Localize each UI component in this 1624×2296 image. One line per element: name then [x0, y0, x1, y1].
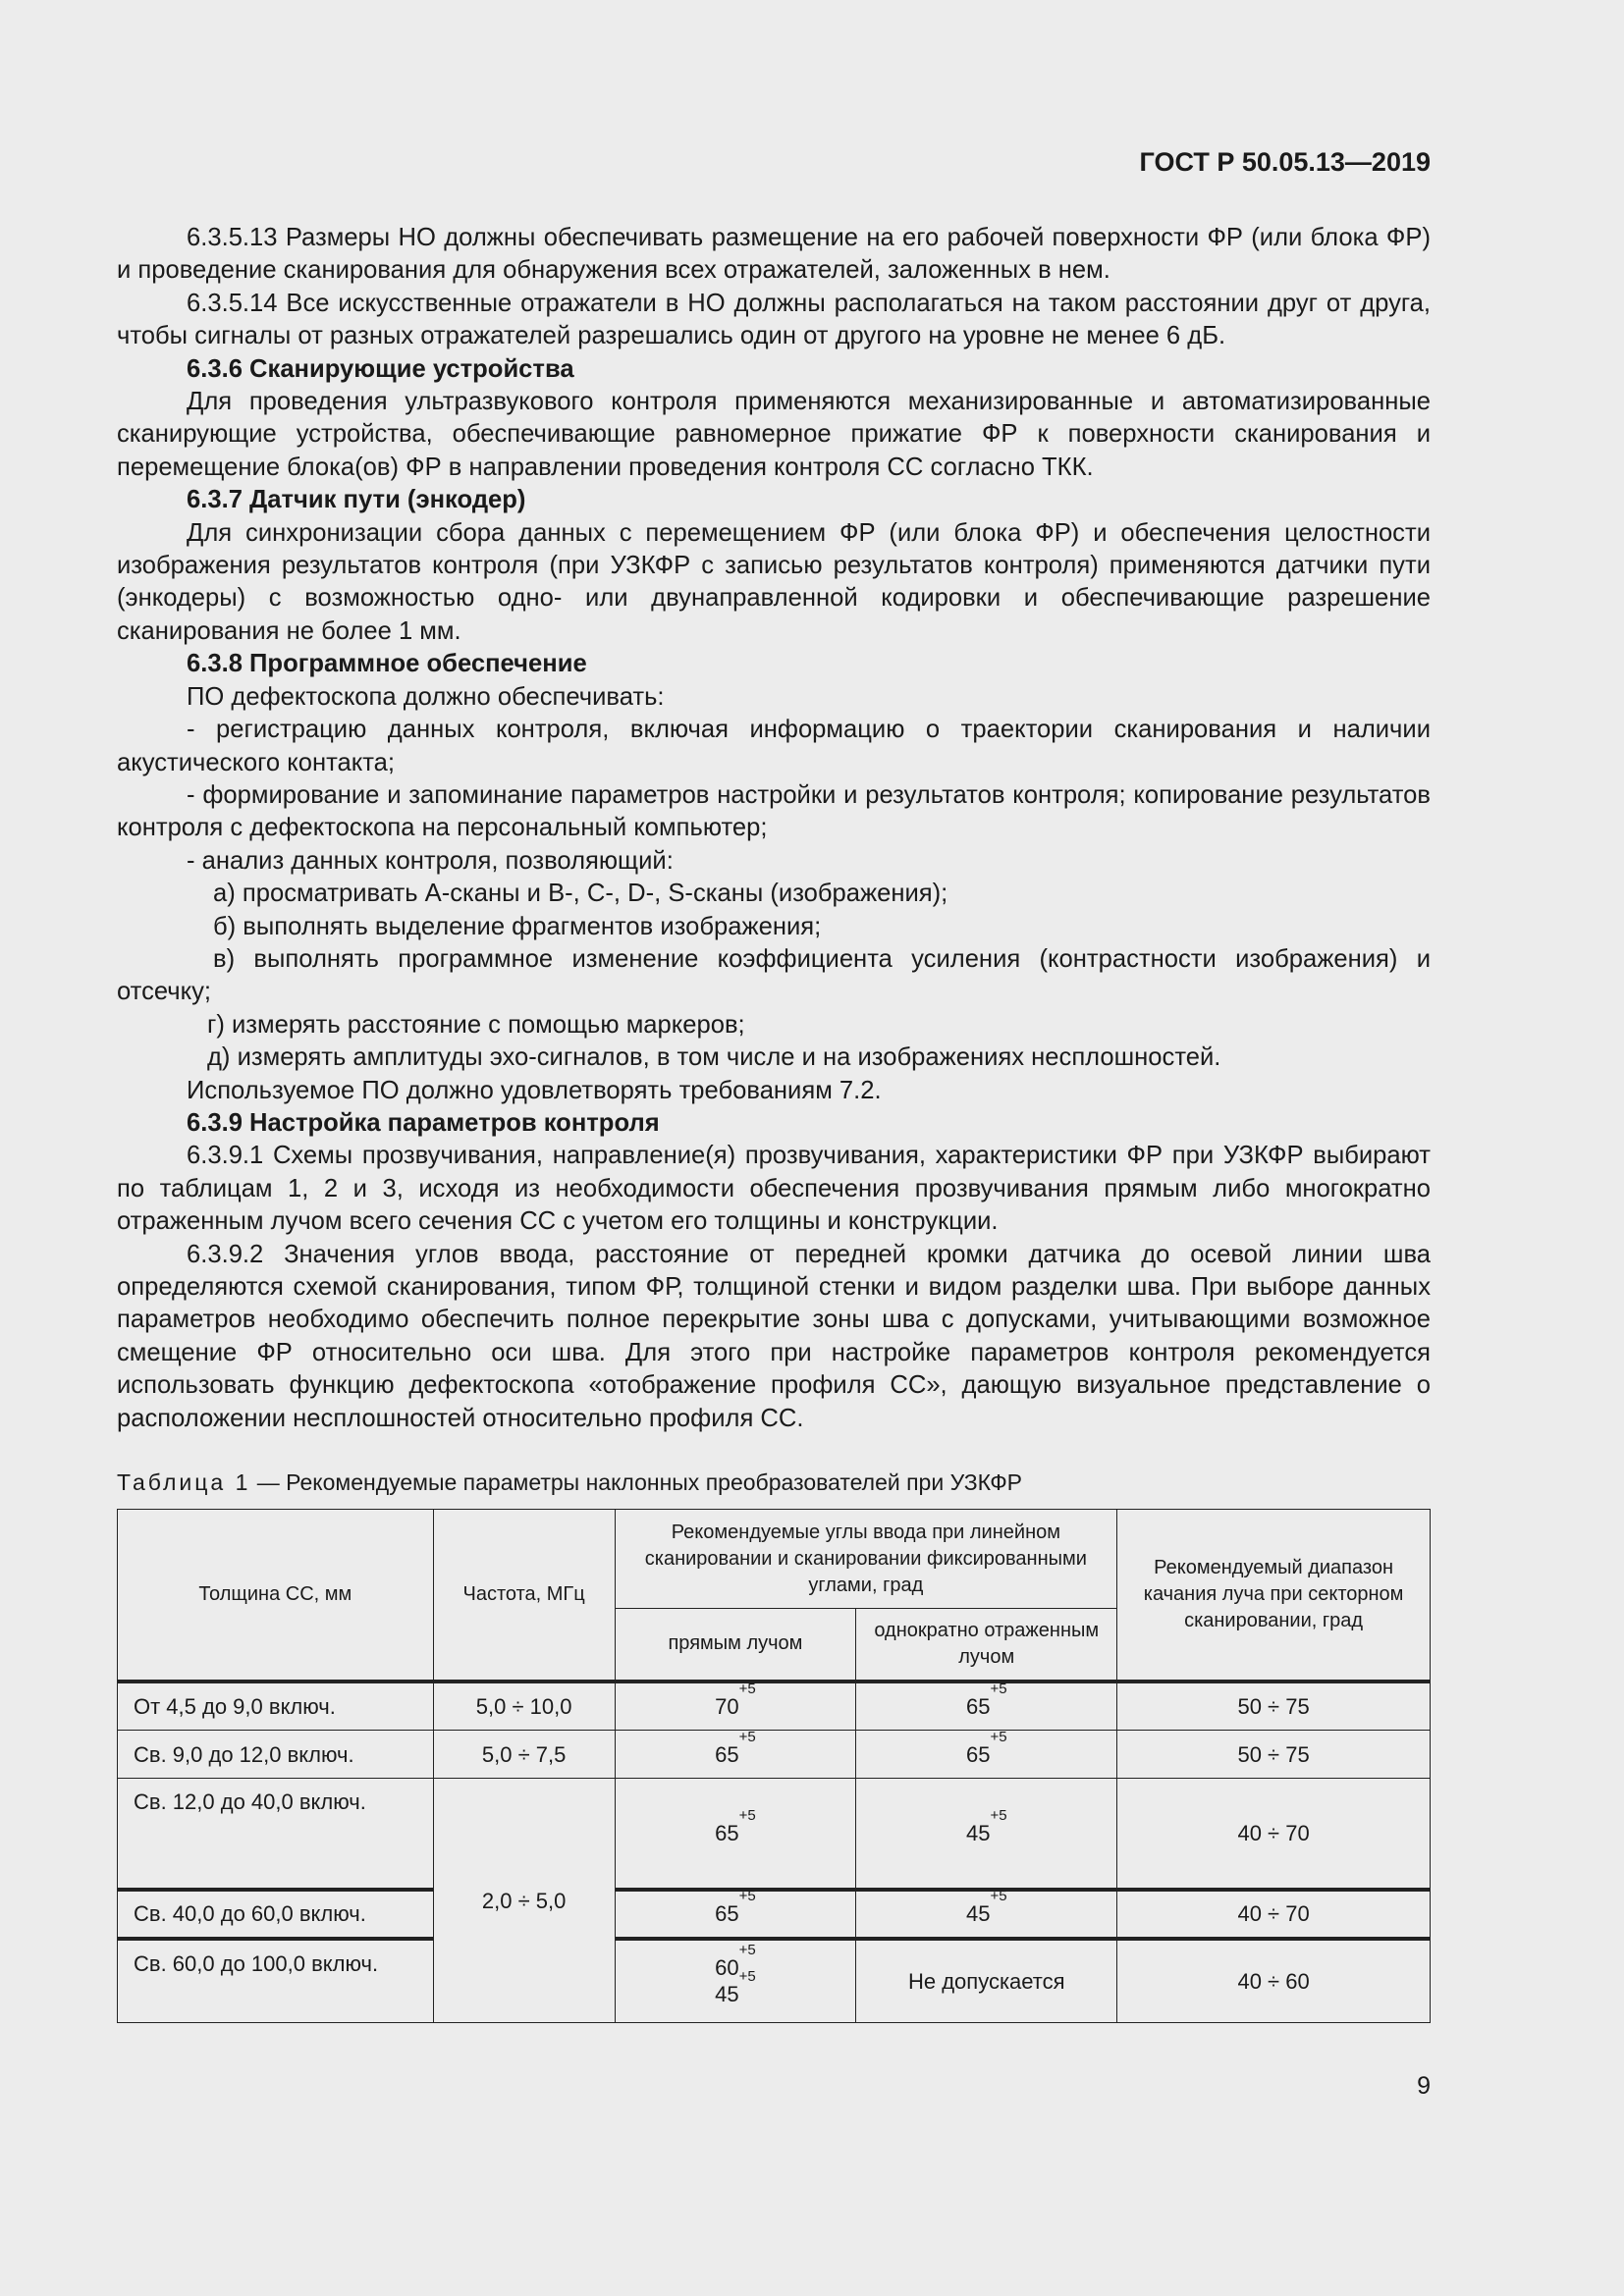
table-row	[118, 1682, 1431, 1731]
paragraph-6-3-6: Для проведения ультразвукового контроля применяются механизированные и автоматизированные сканирующие устройства, обеспечивающие равномерное прижатие ФР к поверхности сканирования и перемещение блока(ов) ФР в направлении проведения контроля СС согласно ТКК.	[117, 388, 1431, 481]
cell-sector: 40 ÷ 70	[1117, 1779, 1431, 1890]
paragraph-6-3-7: Для синхронизации сбора данных с перемещением ФР (или блока ФР) и обеспечения целостности изображения результатов контроля (при УЗКФР с записью результатов контроля) применяются датчики пути (энкодеры) с возможностью одно- или двунаправленной кодировки и обеспечивающие разрешение сканирования не более 1 мм.	[117, 518, 1431, 645]
paragraph-6-3-9-2: 6.3.9.2 Значения углов ввода, расстояние от передней кромки датчика до осевой линии шва определяются схемой сканирования, типом ФР, толщиной стенки и видом разделки шва. При выборе данных параметров необходимо обеспечить полное перекрытие зоны шва с допусками, учитывающими возможное смещение ФР относительно оси шва. Для этого при настройке параметров контроля рекомендуется использовать функцию дефектоскопа «отображение профиля СС», дающую визуальное представление о расположении несплошностей относительно профиля СС.	[117, 1240, 1431, 1432]
sub-list-item: б) выполнять выделение фрагментов изображения;	[213, 912, 822, 940]
section-heading-6-3-6: 6.3.6 Сканирующие устройства	[187, 354, 574, 383]
cell-reflected: $45^{+5}$	[856, 1890, 1117, 1939]
cell-sector: 40 ÷ 70	[1117, 1890, 1431, 1939]
paragraph-6-3-5-13: 6.3.5.13 Размеры НО должны обеспечивать размещение на его рабочей поверхности ФР (или блока ФР) и проведение сканирования для обнаружения всех отражателей, заложенных в нем.	[117, 224, 1431, 285]
list-item: - формирование и запоминание параметров настройки и результатов контроля; копирование результатов контроля с дефектоскопа на персональный компьютер;	[117, 780, 1431, 842]
header-frequency: Частота, МГц	[433, 1510, 615, 1682]
cell-reflected: $45^{+5}$	[856, 1779, 1117, 1890]
paragraph-6-3-8-requirement: Используемое ПО должно удовлетворять требованиям 7.2.	[187, 1076, 882, 1104]
cell-thickness: Св. 40,0 до 60,0 включ.	[118, 1890, 434, 1939]
paragraph-6-3-8-intro: ПО дефектоскопа должно обеспечивать:	[187, 682, 665, 711]
cell-reflected: Не допускается	[856, 1939, 1117, 2023]
section-heading-6-3-7: 6.3.7 Датчик пути (энкодер)	[187, 486, 526, 514]
header-direct-beam: прямым лучом	[615, 1609, 856, 1682]
table-row	[118, 1890, 1431, 1939]
cell-reflected: $65^{+5}$	[856, 1682, 1117, 1731]
sub-list-item: г) измерять расстояние с помощью маркеров;	[207, 1010, 745, 1039]
header-sector-range: Рекомендуемый диапазон качания луча при секторном сканировании, град	[1117, 1510, 1431, 1682]
cell-direct: $65^{+5}$	[615, 1731, 856, 1779]
table-caption	[117, 1469, 1022, 1496]
cell-sector: 50 ÷ 75	[1117, 1682, 1431, 1731]
cell-frequency: 5,0 ÷ 10,0	[433, 1682, 615, 1731]
paragraph-6-3-9-1: 6.3.9.1 Схемы прозвучивания, направление(я) прозвучивания, характеристики ФР при УЗКФР выбирают по таблицам 1, 2 и 3, исходя из необходимости обеспечения прозвучивания прямым либо многократно отраженным лучом всего сечения СС с учетом его толщины и конструкции.	[117, 1142, 1431, 1236]
cell-reflected: $65^{+5}$	[856, 1731, 1117, 1779]
document-code: ГОСТ Р 50.05.13—2019	[1139, 147, 1431, 177]
cell-thickness: Св. 60,0 до 100,0 включ.	[118, 1939, 434, 2023]
table-row	[118, 1731, 1431, 1779]
cell-direct: $65^{+5}$	[615, 1779, 856, 1890]
header-thickness: Толщина СС, мм	[118, 1510, 434, 1682]
table-row	[118, 1779, 1431, 1890]
header-reflected-beam: однократно отраженным лучом	[856, 1609, 1117, 1682]
section-heading-6-3-8: 6.3.8 Программное обеспечение	[187, 650, 587, 678]
cell-thickness: Св. 12,0 до 40,0 включ.	[118, 1779, 434, 1890]
cell-frequency: 2,0 ÷ 5,0	[433, 1779, 615, 2023]
cell-direct: $60^{+5}$ $45^{+5}$	[615, 1939, 856, 2023]
parameters-table	[117, 1509, 1431, 2023]
cell-direct: $70^{+5}$	[615, 1682, 856, 1731]
sub-list-item: а) просматривать А-сканы и В-, С-, D-, S-сканы (изображения);	[213, 880, 948, 908]
section-heading-6-3-9: 6.3.9 Настройка параметров контроля	[187, 1108, 660, 1137]
list-item: - регистрацию данных контроля, включая информацию о траектории сканирования и наличии акустического контакта;	[117, 716, 1431, 776]
cell-direct: $65^{+5}$	[615, 1890, 856, 1939]
table-row	[118, 1939, 1431, 2023]
sub-list-item: д) измерять амплитуды эхо-сигналов, в том числе и на изображениях несплошностей.	[207, 1043, 1221, 1072]
cell-frequency: 5,0 ÷ 7,5	[433, 1731, 615, 1779]
cell-sector: 50 ÷ 75	[1117, 1731, 1431, 1779]
paragraph-6-3-5-14: 6.3.5.14 Все искусственные отражатели в НО должны располагаться на таком расстоянии друг от друга, чтобы сигналы от разных отражателей разрешались один от другого на уровне не менее 6 дБ.	[117, 289, 1431, 350]
cell-thickness: От 4,5 до 9,0 включ.	[118, 1682, 434, 1731]
page-number: 9	[1417, 2072, 1431, 2100]
header-angles-group: Рекомендуемые углы ввода при линейном сканировании и сканировании фиксированными углами, град	[615, 1510, 1117, 1609]
table-caption-text: — Рекомендуемые параметры наклонных преобразователей при УЗКФР	[250, 1469, 1023, 1495]
sub-list-item: в) выполнять программное изменение коэффициента усиления (контрастности изображения) и отсечку;	[117, 944, 1431, 1006]
table-caption-label: Таблица 1	[117, 1469, 251, 1495]
cell-sector: 40 ÷ 60	[1117, 1939, 1431, 2023]
list-item: - анализ данных контроля, позволяющий:	[187, 846, 674, 875]
cell-thickness: Св. 9,0 до 12,0 включ.	[118, 1731, 434, 1779]
document-body	[117, 222, 1431, 1435]
